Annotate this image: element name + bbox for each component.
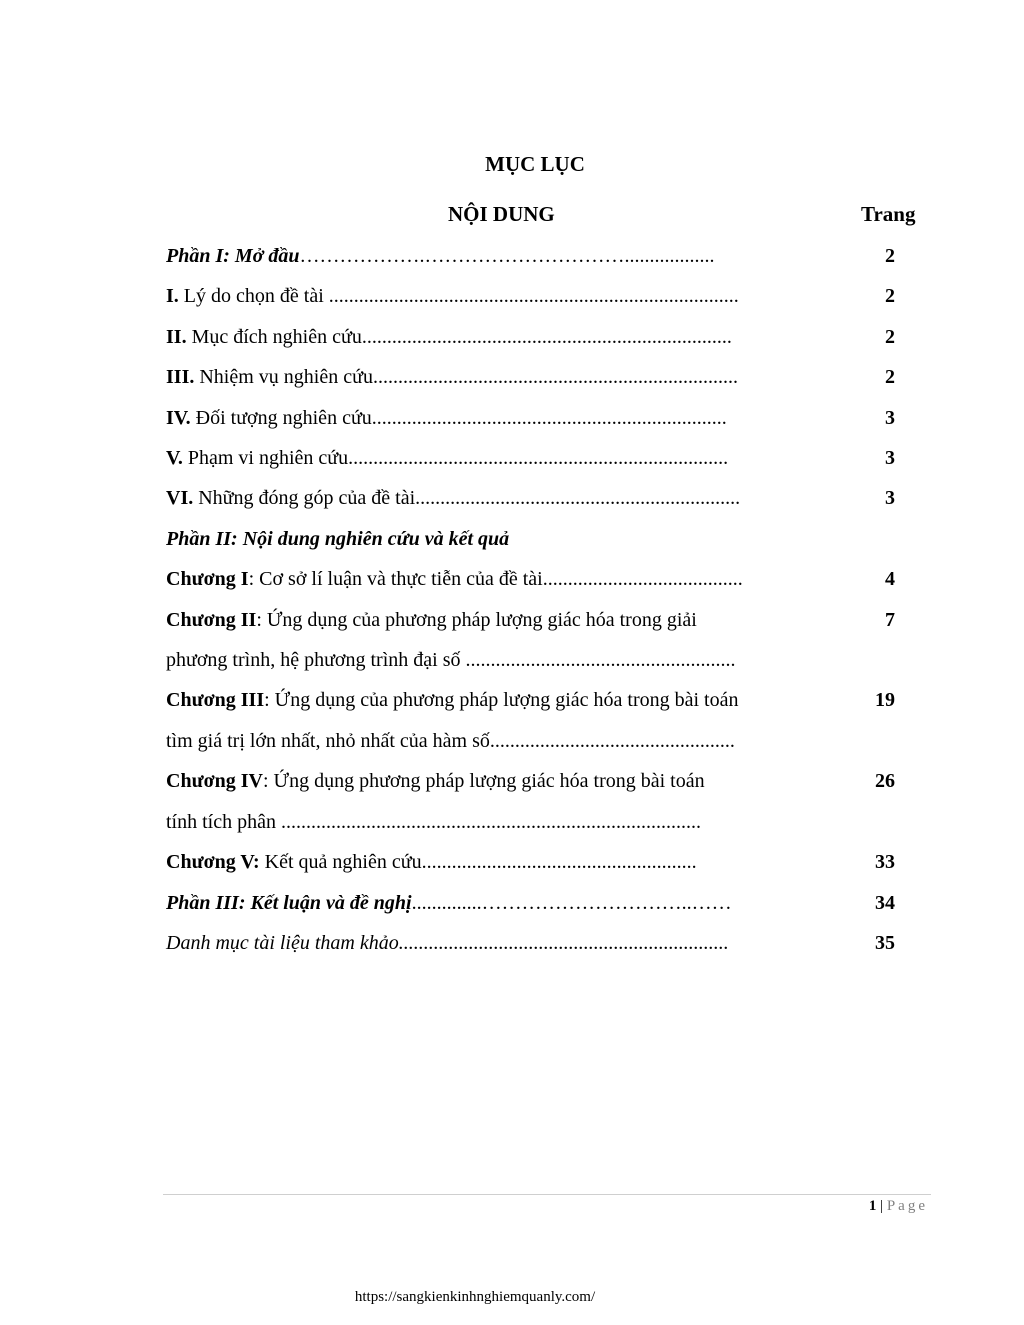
toc-entry-prefix: Chương IV xyxy=(166,770,263,793)
toc-entry xyxy=(166,398,911,438)
toc-entry xyxy=(166,236,911,276)
footer-separator: | xyxy=(876,1198,887,1214)
page-title: MỤC LỤC xyxy=(485,152,585,176)
toc-entry xyxy=(166,640,911,680)
toc-entry-page-number: 2 xyxy=(885,366,895,389)
footer-page-number: 1 xyxy=(868,1198,877,1214)
toc-entry-leader-dots: ......................................................................... xyxy=(372,366,738,389)
toc-entry-text: Kết quả nghiên cứu xyxy=(259,851,422,874)
toc-entry xyxy=(166,478,911,518)
toc-entry-prefix: I. xyxy=(166,285,179,308)
toc-entry-text: Danh mục tài liệu tham khảo xyxy=(166,931,399,954)
toc-entry xyxy=(166,842,911,882)
toc-entry-leader-dots: .................................................................................. xyxy=(328,285,739,308)
table-of-contents xyxy=(166,236,911,963)
toc-entry-page-number: 3 xyxy=(885,406,895,429)
toc-entry-text: Những đóng góp của đề tài xyxy=(193,487,416,510)
toc-entry-page-number: 7 xyxy=(885,608,895,631)
toc-entry-leader-dots: ...................................................... xyxy=(465,649,736,672)
toc-entry-prefix: Chương III xyxy=(166,689,265,712)
toc-entry-prefix: Phần I: Mở đầu xyxy=(166,245,300,267)
toc-entry-prefix: Chương V: xyxy=(166,851,260,874)
toc-entry-text: Đối tượng nghiên cứu xyxy=(190,406,372,429)
toc-entry-text: tính tích phân xyxy=(166,810,281,833)
toc-entry-text: Nhiệm vụ nghiên cứu xyxy=(194,366,373,389)
toc-entry-prefix: IV. xyxy=(166,406,191,429)
toc-entry-page-number: 35 xyxy=(875,931,895,954)
toc-entry-leader-dots: .................................................................................... xyxy=(280,810,701,833)
toc-entry-leader-dots: ................................................................. xyxy=(415,487,741,510)
toc-entry xyxy=(166,357,911,397)
toc-entry-leader-dots: ....................................................... xyxy=(421,851,697,874)
toc-entry-text: : Ứng dụng phương pháp lượng giác hóa trong bài toán xyxy=(263,770,705,793)
toc-entry xyxy=(166,438,911,478)
toc-entry-leader-dots: ..............…………………………..…… xyxy=(411,891,732,914)
footer-page-indicator xyxy=(869,1198,928,1215)
toc-entry-prefix: VI. xyxy=(166,487,194,510)
toc-entry xyxy=(166,883,911,923)
toc-entry-prefix: Phần II: Nội dung nghiên cứu và kết quả xyxy=(166,527,510,550)
toc-entry-leader-dots: .......................................................................... xyxy=(361,325,732,348)
toc-entry-prefix: II. xyxy=(166,325,187,348)
toc-entry-leader-dots: ........................................ xyxy=(542,568,743,591)
toc-entry xyxy=(166,721,911,761)
content-column-header: NỘI DUNG xyxy=(448,202,555,226)
toc-entry-text: phương trình, hệ phương trình đại số xyxy=(166,649,466,672)
toc-entry-page-number: 2 xyxy=(885,285,895,308)
toc-entry-text: tìm giá trị lớn nhất, nhỏ nhất của hàm số xyxy=(166,729,490,752)
toc-entry-text: Lý do chọn đề tài xyxy=(178,285,329,308)
toc-entry-prefix: Phần III: Kết luận và đề nghị xyxy=(166,891,412,914)
toc-entry-page-number: 2 xyxy=(885,245,895,267)
toc-entry-prefix: Chương I xyxy=(166,568,249,591)
toc-entry-text: : Cơ sở lí luận và thực tiễn của đề tài xyxy=(248,568,543,591)
toc-entry xyxy=(166,317,911,357)
toc-entry-text: : Ứng dụng của phương pháp lượng giác hóa trong giải xyxy=(256,608,697,631)
toc-entry-page-number: 33 xyxy=(875,851,895,874)
toc-entry-leader-dots: ................................................. xyxy=(489,729,735,752)
toc-entry-leader-dots: .................................................................. xyxy=(398,931,729,954)
toc-entry-prefix: III. xyxy=(166,366,195,389)
toc-entry-page-number: 26 xyxy=(875,770,895,793)
toc-entry-text: Mục đích nghiên cứu xyxy=(186,325,362,348)
toc-entry-prefix: Chương II xyxy=(166,608,257,631)
toc-entry-prefix: V. xyxy=(166,447,183,470)
toc-entry xyxy=(166,761,911,801)
toc-entry xyxy=(166,600,911,640)
toc-entry-text: Phạm vi nghiên cứu xyxy=(182,447,349,470)
toc-entry-page-number: 19 xyxy=(875,689,895,712)
toc-entry-page-number: 4 xyxy=(885,568,895,591)
toc-entry-leader-dots: ……………….………………………….................. xyxy=(299,245,715,267)
toc-entry-page-number: 3 xyxy=(885,487,895,510)
toc-entry xyxy=(166,680,911,720)
toc-entry-page-number: 2 xyxy=(885,325,895,348)
toc-entry xyxy=(166,276,911,316)
toc-entry-leader-dots: ............................................................................ xyxy=(348,447,729,470)
toc-entry xyxy=(166,923,911,963)
toc-entry-page-number: 34 xyxy=(875,891,895,914)
footer-page-label: Page xyxy=(886,1198,928,1214)
toc-entry-page-number: 3 xyxy=(885,447,895,470)
toc-entry-text: : Ứng dụng của phương pháp lượng giác hóa trong bài toán xyxy=(264,689,739,712)
toc-entry xyxy=(166,802,911,842)
footer-divider xyxy=(163,1194,931,1195)
page-column-header: Trang xyxy=(861,202,916,226)
toc-entry xyxy=(166,519,911,559)
toc-entry-leader-dots: ....................................................................... xyxy=(371,406,727,429)
source-url: https://sangkienkinhnghiemquanly.com/ xyxy=(354,1289,596,1305)
toc-entry xyxy=(166,559,911,599)
